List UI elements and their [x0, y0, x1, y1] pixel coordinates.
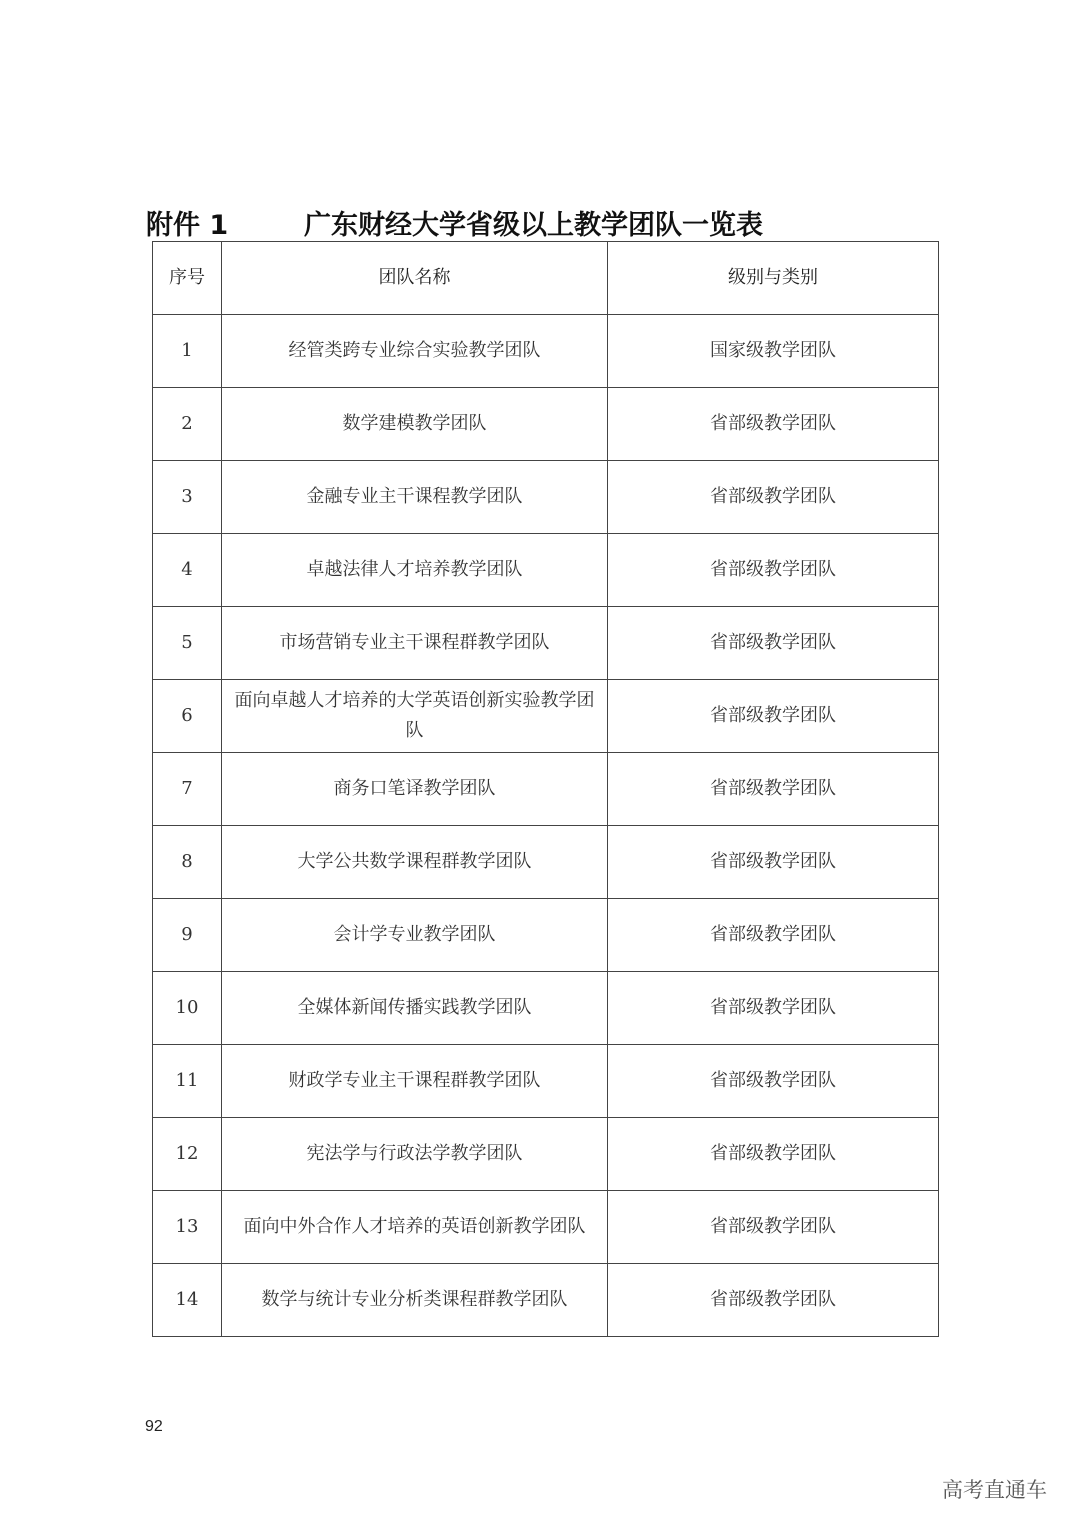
team-level: 省部级教学团队 [608, 826, 939, 899]
team-level: 省部级教学团队 [608, 972, 939, 1045]
team-name: 数学建模教学团队 [222, 388, 608, 461]
row-index: 6 [153, 680, 222, 753]
table-row [153, 388, 939, 461]
team-name: 财政学专业主干课程群教学团队 [222, 1045, 608, 1118]
table-header-row [153, 242, 939, 315]
table-row [153, 899, 939, 972]
table-row [153, 607, 939, 680]
table-row [153, 972, 939, 1045]
header-level: 级别与类别 [608, 242, 939, 315]
row-index: 4 [153, 534, 222, 607]
team-level: 国家级教学团队 [608, 315, 939, 388]
title-text: 广东财经大学省级以上教学团队一览表 [304, 210, 763, 241]
row-index: 10 [153, 972, 222, 1045]
page-number: 92 [145, 1418, 163, 1435]
team-level: 省部级教学团队 [608, 753, 939, 826]
team-name: 市场营销专业主干课程群教学团队 [222, 607, 608, 680]
team-name: 面向中外合作人才培养的英语创新教学团队 [222, 1191, 608, 1264]
row-index: 14 [153, 1264, 222, 1337]
table-row [153, 753, 939, 826]
table-row [153, 1191, 939, 1264]
team-name: 金融专业主干课程教学团队 [222, 461, 608, 534]
team-name: 商务口笔译教学团队 [222, 753, 608, 826]
team-name: 经管类跨专业综合实验教学团队 [222, 315, 608, 388]
table-row [153, 1045, 939, 1118]
table-row [153, 461, 939, 534]
team-level: 省部级教学团队 [608, 1264, 939, 1337]
team-level: 省部级教学团队 [608, 1045, 939, 1118]
team-level: 省部级教学团队 [608, 680, 939, 753]
table-row [153, 315, 939, 388]
table-row [153, 534, 939, 607]
table-row [153, 826, 939, 899]
row-index: 5 [153, 607, 222, 680]
header-team-name: 团队名称 [222, 242, 608, 315]
row-index: 3 [153, 461, 222, 534]
team-level: 省部级教学团队 [608, 1118, 939, 1191]
team-name: 数学与统计专业分析类课程群教学团队 [222, 1264, 608, 1337]
row-index: 7 [153, 753, 222, 826]
teams-table [152, 241, 939, 1337]
table-row [153, 1264, 939, 1337]
team-level: 省部级教学团队 [608, 534, 939, 607]
team-name: 大学公共数学课程群教学团队 [222, 826, 608, 899]
row-index: 13 [153, 1191, 222, 1264]
team-name: 面向卓越人才培养的大学英语创新实验教学团队 [222, 680, 608, 753]
row-index: 9 [153, 899, 222, 972]
watermark: 高考直通车 [942, 1478, 1047, 1502]
table-row [153, 1118, 939, 1191]
team-level: 省部级教学团队 [608, 899, 939, 972]
team-name: 卓越法律人才培养教学团队 [222, 534, 608, 607]
attachment-label: 附件 1 [146, 210, 229, 241]
document-title [146, 203, 763, 242]
team-level: 省部级教学团队 [608, 607, 939, 680]
team-name: 全媒体新闻传播实践教学团队 [222, 972, 608, 1045]
row-index: 8 [153, 826, 222, 899]
header-index: 序号 [153, 242, 222, 315]
row-index: 11 [153, 1045, 222, 1118]
team-name: 宪法学与行政法学教学团队 [222, 1118, 608, 1191]
team-level: 省部级教学团队 [608, 1191, 939, 1264]
row-index: 12 [153, 1118, 222, 1191]
team-level: 省部级教学团队 [608, 388, 939, 461]
team-level: 省部级教学团队 [608, 461, 939, 534]
team-name: 会计学专业教学团队 [222, 899, 608, 972]
row-index: 2 [153, 388, 222, 461]
row-index: 1 [153, 315, 222, 388]
table-row [153, 680, 939, 753]
